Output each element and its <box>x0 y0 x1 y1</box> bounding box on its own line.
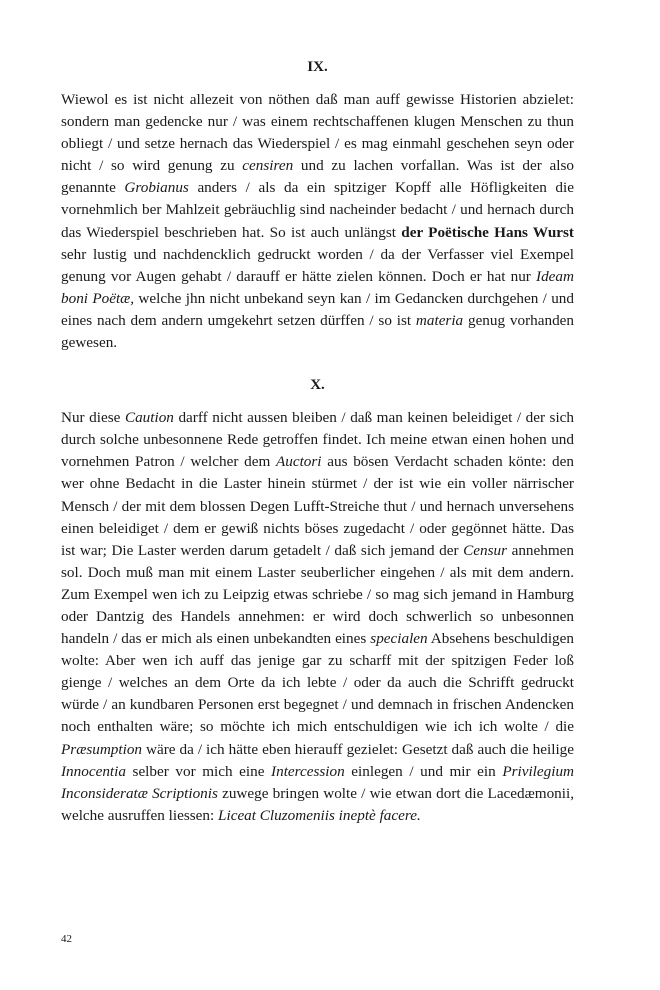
page-number: 42 <box>61 933 72 945</box>
italic-term: materia <box>415 311 464 329</box>
italic-term: Liceat Cluzomeniis ineptè facere. <box>218 806 421 824</box>
italic-term: Auctori <box>275 453 322 471</box>
text-run: Absehens beschuldigen wolte: Aber wen ich auff das jenige gar zu scharff mit der spitzigen Feder loß gienge / welches an dem Orte da ich lebte / oder da auch die Schrifft gedruckt würde / an kundbaren Personen erst begegnet / und demnach in frischen Andencken noch enthalten wäre; so möchte ich mich entschuldigen wie ich ich wolte / die <box>61 630 574 736</box>
text-run: anders / als da ein spitziger Kopff alle Höfligkeiten die vornehmlich ber Mahlzeit gebräuchlig sind nacheinder bedacht / und hernach durch das Wiederspiel beschrieben hat. So ist auch unlängst <box>61 179 574 241</box>
paragraph-ix <box>61 89 574 354</box>
text-run: selber vor mich eine <box>125 762 272 780</box>
text-run: einlegen / und mir ein <box>344 762 503 780</box>
paragraph-x <box>61 407 574 827</box>
text-run: und zu lachen vorfallan. Was ist der also genannte <box>61 157 574 197</box>
italic-term: Præsumption <box>61 740 143 758</box>
text-run: welche jhn nicht unbekand seyn kan / im Gedancken durchgehen / und eines nach dem andern umgekehrt setzen dürffen / so ist <box>61 289 574 329</box>
italic-term: Censur <box>463 541 508 559</box>
italic-term: Innocentia <box>61 762 126 780</box>
italic-term: Ideam boni Poëtæ, <box>61 267 574 307</box>
text-run: annehmen sol. Doch muß man mit einem Laster seuberlicher eingehen / als mit dem andern. Zum Exempel wen ich zu Leipzig etwas schriebe / so mag sich jemand in Hamburg oder Dantzig des Handels annehmen: er wird doch schwerlich so unbesonnen handeln / das er mich als einen unbekandten eines <box>61 541 574 648</box>
text-run: genug vorhanden gewesen. <box>61 311 575 352</box>
text-run: wäre da / ich hätte eben hierauff gezielet: Gesetzt daß auch die heilige <box>142 740 574 758</box>
text-run: Nur diese <box>61 409 125 427</box>
text-run: darff nicht aussen bleiben / daß man keinen beleidiget / der sich durch solche unbesonnene Rede getroffen findet. Ich meine etwan einen hohen und vornehmen Patron / welcher dem <box>61 409 575 471</box>
text-run: aus bösen Verdacht schaden könte: den wer ohne Bedacht in die Laster hinein stürmet / der ist wie ein voller närrischer Mensch / der mit dem blossen Degen Lufft-Streiche thut / und hernach unversehens einen beleidiget / dem er gewiß nichts böses zugedacht / oder gegönnet hätte. Das ist war; Die Laster werden darum getadelt / daß sich jemand der <box>61 453 574 559</box>
text-run: Wiewol es ist nicht allezeit von nöthen daß man auff gewisse Historien abzielet: sondern man gedencke nur / was einem rechtschaffenen klugen Menschen zu thun obliegt / und setze hernach das Wiederspiel / es mag einmahl geschehen seyn oder nicht / so wird genung zu <box>61 91 574 175</box>
italic-term: Grobianus <box>124 179 189 197</box>
section-heading-x: X. <box>310 377 325 394</box>
italic-term: Intercession <box>271 762 345 780</box>
bold-title: der Poëtische Hans Wurst <box>401 223 574 241</box>
italic-term: Privilegium Inconsideratæ Scriptionis <box>61 762 575 802</box>
text-run: sehr lustig und nachdencklich gedruckt worden / da der Verfasser viel Exempel genung vor Augen gehabt / darauff er hätte zielen können. Doch er hat nur <box>61 245 574 285</box>
page-body <box>61 56 574 827</box>
section-heading-ix: IX. <box>307 59 328 75</box>
text-run: zuwege bringen wolte / wie etwan dort die Lacedæmonii, welche ausruffen liessen: <box>61 784 574 824</box>
italic-term: specialen <box>370 630 428 648</box>
italic-term: censiren <box>242 157 294 175</box>
italic-term: Caution <box>124 409 174 427</box>
